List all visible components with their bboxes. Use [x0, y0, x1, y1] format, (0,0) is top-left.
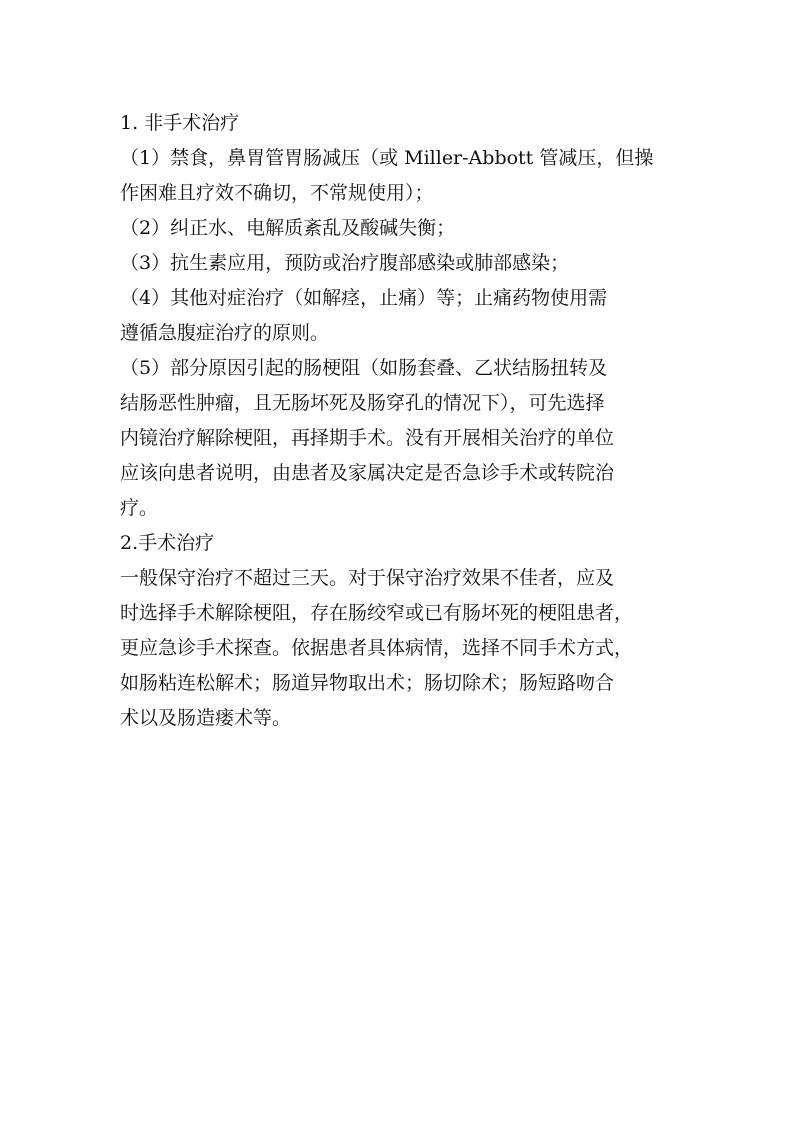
section-2-line-2: 时选择手术解除梗阻，存在肠绞窄或已有肠坏死的梗阻患者， — [120, 602, 634, 624]
section-2-line-4: 如肠粘连松解术；肠道异物取出术；肠切除术；肠短路吻合 — [120, 672, 615, 694]
section-2-line-3: 更应急诊手术探查。依据患者具体病情，选择不同手术方式， — [120, 637, 634, 659]
item-1 — [120, 141, 680, 211]
item-3-line-1: （3）抗生素应用，预防或治疗腹部感染或肺部感染； — [120, 252, 570, 274]
item-1-line-1: （1）禁食，鼻胃管胃肠减压（或 Miller-Abbott 管减压，但操 — [120, 147, 654, 169]
item-3 — [120, 246, 680, 281]
section-2-line-1: 一般保守治疗不超过三天。对于保守治疗效果不佳者，应及 — [120, 567, 615, 589]
item-4-line-1: （4）其他对症治疗（如解痉，止痛）等；止痛药物使用需 — [120, 287, 608, 309]
item-5-line-3: 内镜治疗解除梗阻，再择期手术。没有开展相关治疗的单位 — [120, 427, 615, 449]
item-1-line-2: 作困难且疗效不确切，不常规使用）； — [120, 182, 434, 204]
item-4-line-2: 遵循急腹症治疗的原则。 — [120, 322, 330, 344]
item-5-line-4: 应该向患者说明，由患者及家属决定是否急诊手术或转院治 — [120, 462, 615, 484]
item-2 — [120, 211, 680, 246]
section-1-heading: 1. 非手术治疗 — [120, 112, 240, 134]
item-5 — [120, 351, 680, 526]
section-2-line-5: 术以及肠造瘘术等。 — [120, 707, 292, 729]
item-4 — [120, 281, 680, 351]
item-5-line-1: （5）部分原因引起的肠梗阻（如肠套叠、乙状结肠扭转及 — [120, 357, 608, 379]
section-2-paragraph — [120, 561, 680, 736]
item-5-line-2: 结肠恶性肿瘤，且无肠坏死及肠穿孔的情况下），可先选择 — [120, 392, 605, 414]
item-5-line-5: 疗。 — [120, 497, 159, 519]
document-body — [120, 106, 680, 736]
section-2-heading: 2.手术治疗 — [120, 532, 215, 554]
item-2-line-1: （2）纠正水、电解质紊乱及酸碱失衡； — [120, 217, 456, 239]
